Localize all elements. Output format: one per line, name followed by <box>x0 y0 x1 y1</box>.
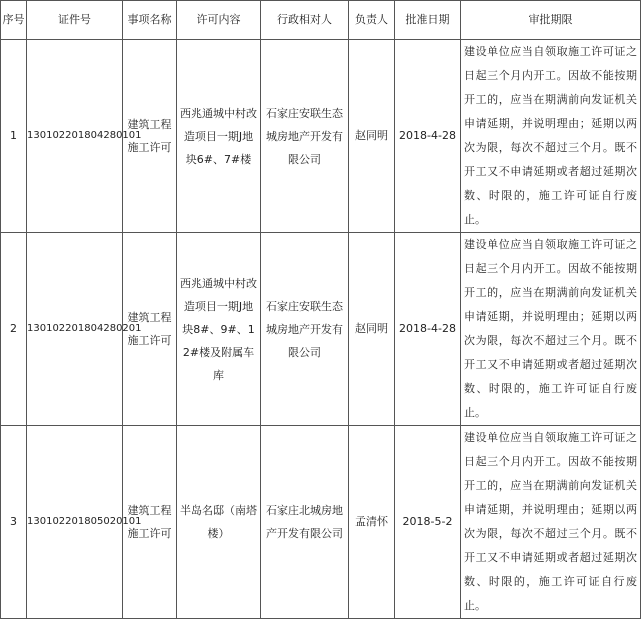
cell-permit-content: 西兆通城中村改造项目一期J地块8#、9#、12#楼及附属车库 <box>177 233 261 426</box>
cell-approval-date: 2018-4-28 <box>395 40 461 233</box>
cell-seq: 2 <box>1 233 27 426</box>
cell-person-in-charge: 赵同明 <box>349 233 395 426</box>
cell-permit-content: 西兆通城中村改造项目一期J地块6#、7#楼 <box>177 40 261 233</box>
cell-item-name: 建筑工程施工许可 <box>123 426 177 619</box>
cell-approval-date: 2018-5-2 <box>395 426 461 619</box>
cell-person-in-charge: 赵同明 <box>349 40 395 233</box>
table-row <box>1 426 641 619</box>
cell-cert-no: 130102201804280101 <box>27 40 123 233</box>
cell-counterparty: 石家庄安联生态城房地产开发有限公司 <box>261 233 349 426</box>
cell-item-name: 建筑工程施工许可 <box>123 233 177 426</box>
header-item-name: 事项名称 <box>123 1 177 40</box>
cell-permit-content: 半岛名邸（南塔楼） <box>177 426 261 619</box>
header-approval-limit: 审批期限 <box>461 1 641 40</box>
header-seq: 序号 <box>1 1 27 40</box>
header-counterparty: 行政相对人 <box>261 1 349 40</box>
cell-approval-date: 2018-4-28 <box>395 233 461 426</box>
cell-item-name: 建筑工程施工许可 <box>123 40 177 233</box>
cell-seq: 1 <box>1 40 27 233</box>
header-cert-no: 证件号 <box>27 1 123 40</box>
table-row <box>1 233 641 426</box>
cell-counterparty: 石家庄北城房地产开发有限公司 <box>261 426 349 619</box>
cell-seq: 3 <box>1 426 27 619</box>
cell-person-in-charge: 孟清怀 <box>349 426 395 619</box>
header-approval-date: 批准日期 <box>395 1 461 40</box>
cell-counterparty: 石家庄安联生态城房地产开发有限公司 <box>261 40 349 233</box>
header-permit-content: 许可内容 <box>177 1 261 40</box>
cell-approval-limit: 建设单位应当自领取施工许可证之日起三个月内开工。因故不能按期开工的，应当在期满前向发证机关申请延期，并说明理由；延期以两次为限，每次不超过三个月。既不开工又不申请延期或者超过延期次数、时限的，施工许可证自行废止。 <box>461 426 641 619</box>
cell-cert-no: 130102201805020101 <box>27 426 123 619</box>
cell-cert-no: 130102201804280201 <box>27 233 123 426</box>
cell-approval-limit: 建设单位应当自领取施工许可证之日起三个月内开工。因故不能按期开工的，应当在期满前向发证机关申请延期，并说明理由；延期以两次为限，每次不超过三个月。既不开工又不申请延期或者超过延期次数、时限的，施工许可证自行废止。 <box>461 233 641 426</box>
cell-approval-limit: 建设单位应当自领取施工许可证之日起三个月内开工。因故不能按期开工的，应当在期满前向发证机关申请延期，并说明理由；延期以两次为限，每次不超过三个月。既不开工又不申请延期或者超过延期次数、时限的，施工许可证自行废止。 <box>461 40 641 233</box>
table-row <box>1 40 641 233</box>
table-header-row <box>1 1 641 40</box>
header-person-in-charge: 负责人 <box>349 1 395 40</box>
